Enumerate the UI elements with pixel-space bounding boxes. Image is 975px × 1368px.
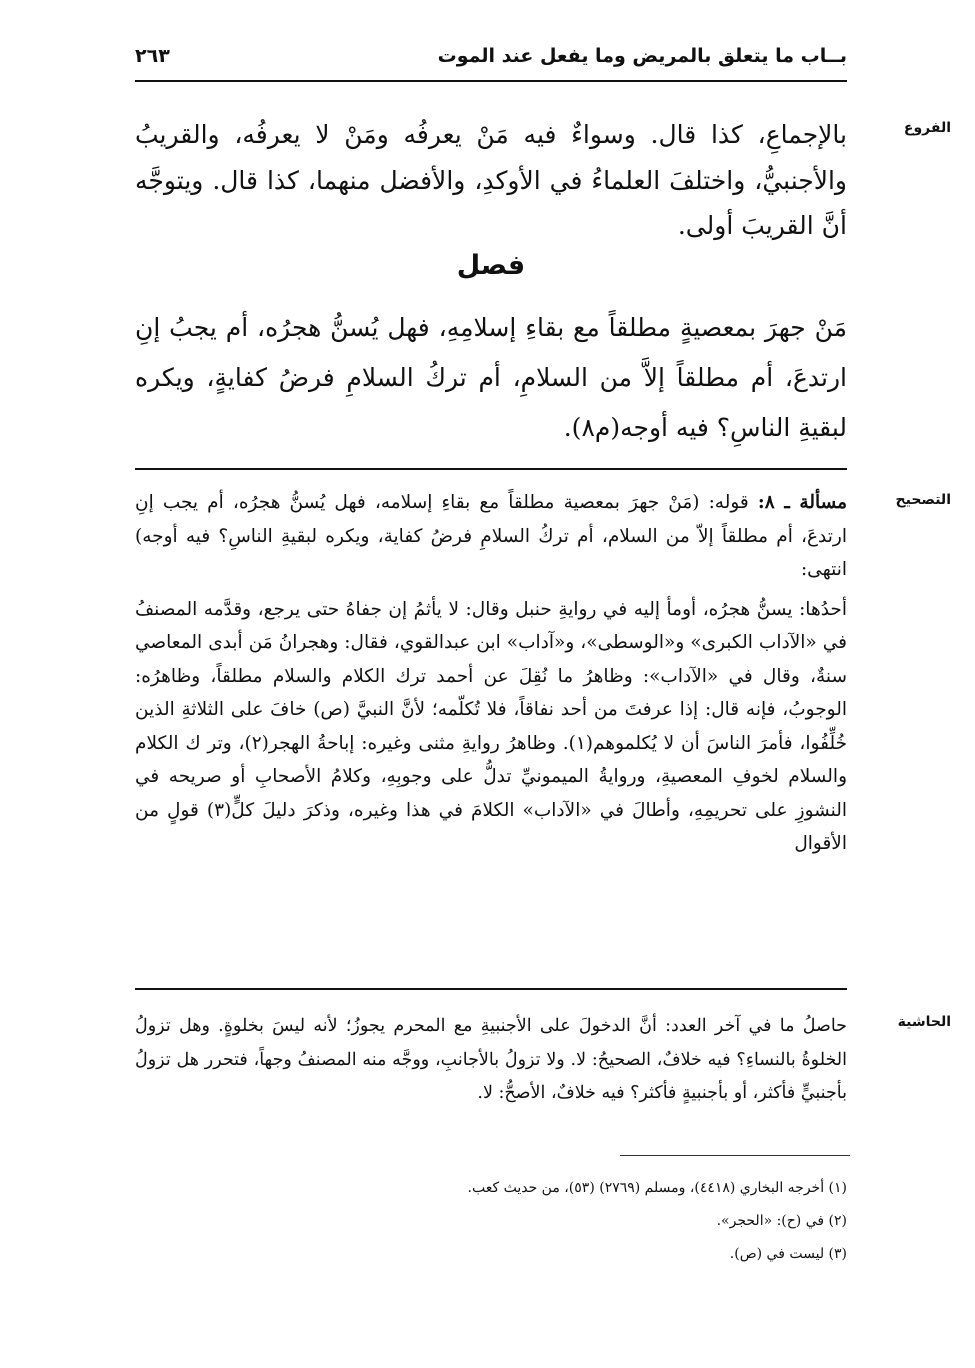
hashiya-block bbox=[135, 1010, 847, 1111]
section-heading: فصل bbox=[456, 250, 526, 281]
label-furu: الفروع bbox=[903, 120, 951, 136]
page-number: ٢٦٣ bbox=[135, 45, 170, 67]
footnotes bbox=[135, 1172, 847, 1271]
footnote-rule bbox=[620, 1155, 850, 1156]
hashiya-text: حاصلُ ما في آخر العدد: أنَّ الدخولَ على الأجنبيةِ مع المحرم يجوزُ؛ لأنه ليسَ بخلوةٍ. وهل تزولُ الخلوةُ بالنساءِ؟ فيه خلافٌ، الصحيحُ: لا. ولا تزولُ بالأجانبِ، ووجَّه منه المصنفُ وجهاً، فتحرر هل تزولُ بأجنبيٍّ فأكثر، أو بأجنبيةٍ فأكثر؟ فيه خلافٌ، الأصحُّ: لا. bbox=[135, 1016, 847, 1103]
tashih-paragraph-2: أحدُها: يسنُّ هجرُه، أومأ إليه في روايةِ حنبل وقال: لا يأثمُ إن جفاهُ حتى يرجع، وقدَّمه المصنفُ في «الآداب الكبرى» و«الوسطى»، و«آداب» ابن عبدالقوي، فقال: وهجرانُ مَن أبدى المعاصي سنةٌ، وقال في «الآداب»: وظاهرُ ما نُقِلَ عن أحمد ترك الكلام والسلام مطلقاً، وظاهرُه: الوجوبُ، فإنه قال: إذا عرفتَ من أحد نفاقاً، فلا تُكلّمه؛ لأنَّ النبيَّ (ص) خافَ على الثلاثةِ الذين خُلِّفُوا، فأمرَ الناسَ أن لا يُكلموهم(١). وظاهرُ روايةِ مثنى وغيره: إباحةُ الهجر(٢)، وتر ك الكلام والسلام لخوفِ المعصيةِ، وروايةُ الميمونيِّ تدلُّ على وجوبِهِ، وكلامُ الأصحابِ أو صريحه في النشوزِ على تحريمِهِ، وأطالَ في «الآداب» الكلامَ في هذا وغيره، وذكرَ دليلَ كلٍّ(٣) قولٍ من الأقوال bbox=[135, 598, 848, 854]
main-text: بالإجماعِ، كذا قال. وسواءٌ فيه مَنْ يعرفُه ومَنْ لا يعرفُه، والقريبُ والأجنبيُّ، واختلفَ العلماءُ في الأوكدِ، والأفضل منهما، كذا قال. ويتوجَّه أنَّ القريبَ أولى. bbox=[135, 120, 847, 240]
fasl-text: مَنْ جهرَ بمعصيةٍ مطلقاً مع بقاءِ إسلامِهِ، فهل يُسنُّ هجرُه، أم يجبُ إنِ ارتدعَ، أم مطلقاً إلاَّ من السلامِ، أم تركُ السلامِ فرضُ كفايةٍ، ويكره لبقيةِ الناسِ؟ فيه أوجه(م٨). bbox=[135, 313, 847, 442]
footnote-1: (١) أخرجه البخاري (٤٤١٨)، ومسلم (٢٧٦٩) (٥٣)، من حديث كعب. bbox=[467, 1180, 847, 1196]
footnote-3: (٣) ليست في (ص). bbox=[729, 1246, 847, 1262]
tashih-block bbox=[135, 486, 847, 867]
label-tashih: التصحيح bbox=[895, 492, 951, 508]
divider-tashih bbox=[135, 468, 847, 470]
label-hashiya: الحاشية bbox=[897, 1014, 951, 1030]
divider-hashiya bbox=[135, 988, 847, 990]
fasl-block bbox=[135, 303, 847, 453]
page-header bbox=[135, 38, 847, 74]
footnote-2: (٢) في (ح): «الحجر». bbox=[716, 1213, 847, 1229]
header-rule bbox=[135, 80, 847, 82]
masala-label: مسألة ـ ٨: bbox=[757, 492, 848, 513]
tashih-paragraph-1 bbox=[135, 486, 847, 587]
chapter-title: بــاب ما يتعلق بالمريض وما يفعل عند الموت bbox=[437, 45, 847, 67]
tashih-text-1: قوله: (مَنْ جهرَ بمعصية مطلقاً مع بقاءِ إسلامه، فهل يُسنُّ هجرُه، أم يجب إنِ ارتدعَ، أم مطلقاً إلاّ من السلام، أم تركُ السلامِ فرضُ كفاية، ويكره لبقيةِ الناسِ؟ فيه أوجه) انتهى: bbox=[135, 492, 847, 580]
main-text-block bbox=[135, 112, 847, 249]
